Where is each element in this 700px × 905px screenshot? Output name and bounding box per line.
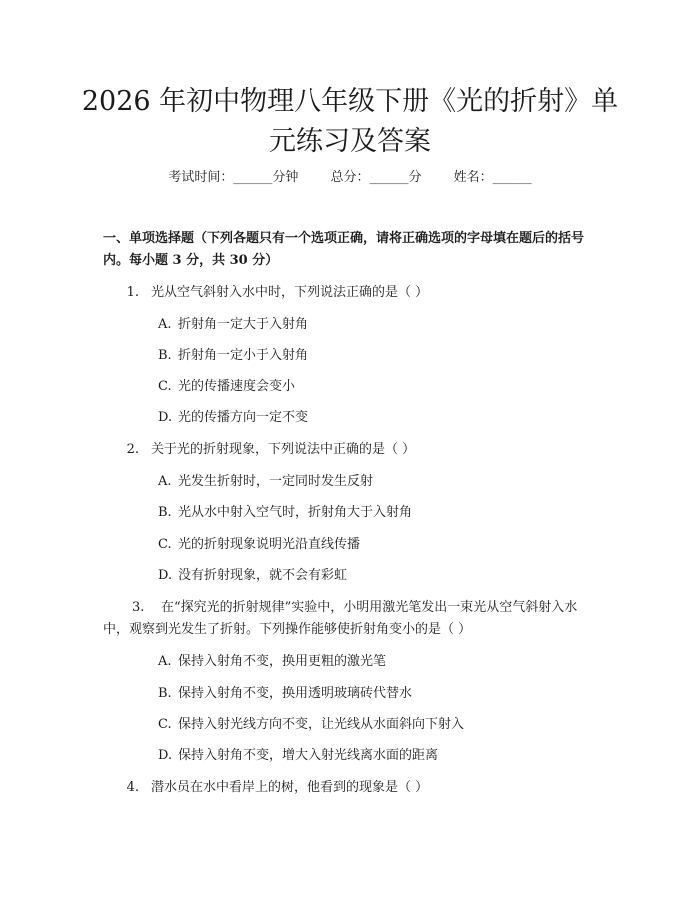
question-number: 3.	[132, 600, 145, 615]
option-letter: D.	[158, 410, 173, 425]
question-number: 2.	[126, 442, 139, 457]
option-1c	[158, 377, 598, 397]
option-1b	[158, 346, 598, 366]
option-text: 折射角一定大于入射角	[178, 317, 309, 332]
question-text: 光从空气斜射入水中时，下列说法正确的是（ ）	[151, 285, 429, 300]
option-text: 光的折射现象说明光沿直线传播	[178, 537, 361, 552]
option-text: 保持入射角不变，换用透明玻璃砖代替水	[178, 686, 413, 701]
option-text: 光发生折射时，一定同时发生反射	[178, 474, 374, 489]
option-letter: B.	[158, 348, 172, 363]
option-text: 没有折射现象，就不会有彩虹	[178, 568, 348, 583]
title-line-2: 元练习及答案	[269, 126, 431, 157]
option-text: 折射角一定小于入射角	[178, 348, 309, 363]
question-number: 1.	[126, 285, 139, 300]
option-letter: D.	[158, 748, 173, 763]
section-heading: 一、单项选择题（下列各题只有一个选项正确，请将正确选项的字母填在题后的括号内。每小题 3 分，共 30 分）	[103, 231, 585, 268]
question-text: 潜水员在水中看岸上的树，他看到的现象是（ ）	[151, 780, 429, 795]
option-3d	[158, 746, 598, 766]
option-letter: A.	[158, 654, 172, 669]
option-text: 光的传播方向一定不变	[178, 410, 309, 425]
option-2d	[158, 566, 598, 586]
option-3a	[158, 652, 598, 672]
option-letter: C.	[158, 717, 172, 732]
option-letter: D.	[158, 568, 173, 583]
title-line-1: 2026 年初中物理八年级下册《光的折射》单	[81, 86, 619, 117]
option-3c	[158, 715, 598, 735]
option-1a	[158, 315, 598, 335]
question-text: 关于光的折射现象，下列说法中正确的是（ ）	[151, 442, 416, 457]
option-text: 保持入射光线方向不变，让光线从水面斜向下射入	[178, 717, 465, 732]
option-1d	[158, 408, 598, 428]
option-text: 保持入射角不变，换用更粗的激光笔	[178, 654, 387, 669]
option-text: 光从水中射入空气时，折射角大于入射角	[178, 505, 413, 520]
question-3	[103, 597, 603, 641]
option-letter: A.	[158, 317, 172, 332]
question-4	[103, 778, 603, 798]
question-number: 4.	[126, 780, 139, 795]
option-text: 光的传播速度会变小	[178, 379, 296, 394]
option-letter: B.	[158, 686, 172, 701]
option-text: 保持入射角不变，增大入射光线离水面的距离	[178, 748, 439, 763]
question-2	[103, 440, 603, 460]
document-title	[0, 82, 700, 162]
option-letter: C.	[158, 379, 172, 394]
exam-time-field: 考试时间：______分钟	[168, 170, 299, 185]
option-2c	[158, 535, 598, 555]
option-2b	[158, 503, 598, 523]
name-field: 姓名：______	[453, 170, 532, 185]
option-2a	[158, 472, 598, 492]
option-3b	[158, 684, 598, 704]
question-1	[103, 283, 603, 303]
exam-meta	[0, 168, 700, 188]
question-text: 在“探究光的折射规律”实验中，小明用激光笔发出一束光从空气斜射入水中，观察到光发生了折射。下列操作能够使折射角变小的是（ ）	[103, 600, 578, 637]
option-letter: C.	[158, 537, 172, 552]
option-letter: B.	[158, 505, 172, 520]
option-letter: A.	[158, 474, 172, 489]
total-score-field: 总分：______分	[330, 170, 422, 185]
